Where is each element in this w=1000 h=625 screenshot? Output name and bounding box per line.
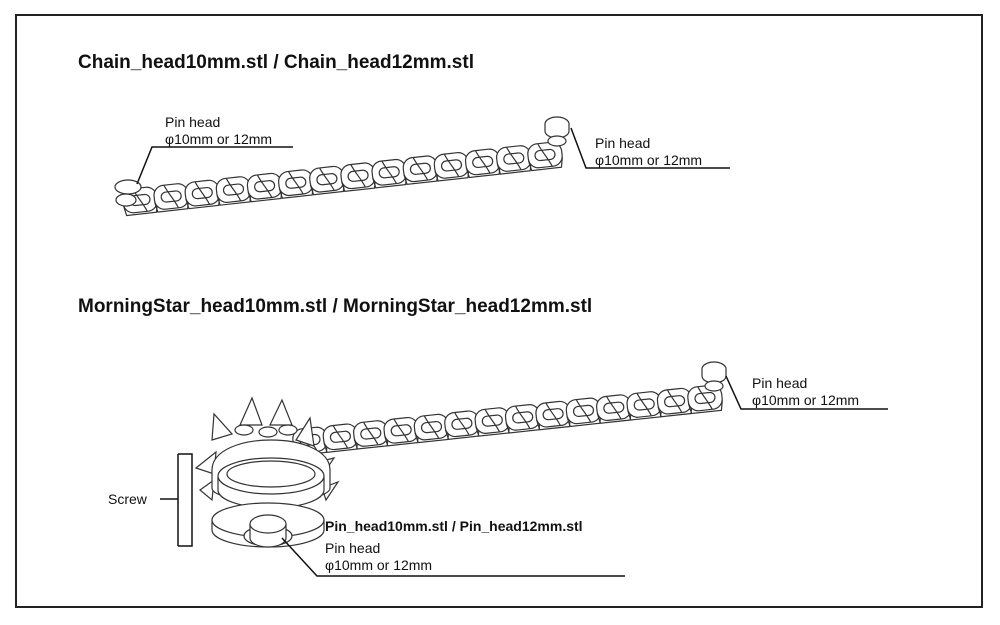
chain-link: [383, 417, 420, 446]
chain-illustration: [122, 141, 564, 216]
screw-label: Screw: [108, 491, 147, 507]
ms-pin-right-line2: φ10mm or 12mm: [752, 392, 860, 408]
chain-link: [322, 423, 359, 452]
morningstar-chain-illustration: [292, 384, 724, 455]
chain-link: [215, 176, 252, 206]
ms-pin-bottom-line2: φ10mm or 12mm: [325, 557, 433, 573]
chain-pin-head-right-label: [595, 135, 702, 169]
morningstar-title: MorningStar_head10mm.stl / MorningStar_head12mm.stl: [78, 296, 593, 317]
chain-link: [464, 148, 501, 178]
chain-link: [353, 420, 390, 449]
chain-link: [656, 387, 693, 416]
chain-pin-right-line2: φ10mm or 12mm: [595, 152, 703, 168]
pin-file-label: Pin_head10mm.stl / Pin_head12mm.stl: [325, 518, 583, 534]
chain-link: [444, 410, 481, 439]
chain-pin-left-line2: φ10mm or 12mm: [165, 131, 273, 147]
chain-link: [153, 183, 190, 213]
chain-link: [496, 145, 533, 175]
chain-title: Chain_head10mm.stl / Chain_head12mm.stl: [78, 52, 474, 73]
chain-link: [309, 165, 346, 195]
pin-head-disc: [212, 503, 324, 547]
chain-link: [184, 179, 221, 209]
chain-link: [626, 391, 663, 420]
chain-link: [402, 155, 439, 185]
chain-link: [535, 400, 572, 429]
chain-link: [433, 152, 470, 182]
chain-link: [340, 162, 377, 192]
ms-pin-right-line1: Pin head: [752, 375, 808, 391]
chain-link: [565, 397, 602, 426]
chain-pin-right-line1: Pin head: [595, 135, 651, 151]
screw-cap: [218, 458, 324, 508]
chain-link: [596, 394, 633, 423]
chain-pin-left-line1: Pin head: [165, 114, 221, 130]
ms-pin-head-bottom-label: [325, 540, 432, 574]
chain-link: [505, 404, 542, 433]
morningstar-pin-head-right: [702, 362, 726, 391]
chain-pin-head-left-label: [165, 114, 272, 148]
ms-pin-bottom-line1: Pin head: [325, 540, 381, 556]
morningstar-pin-head-right-label: [752, 375, 859, 409]
chain-link: [278, 169, 315, 199]
chain-pin-head-right: [545, 117, 569, 146]
chain-link: [413, 413, 450, 442]
chain-link: [246, 172, 283, 202]
chain-link: [474, 407, 511, 436]
chain-link: [371, 159, 408, 189]
